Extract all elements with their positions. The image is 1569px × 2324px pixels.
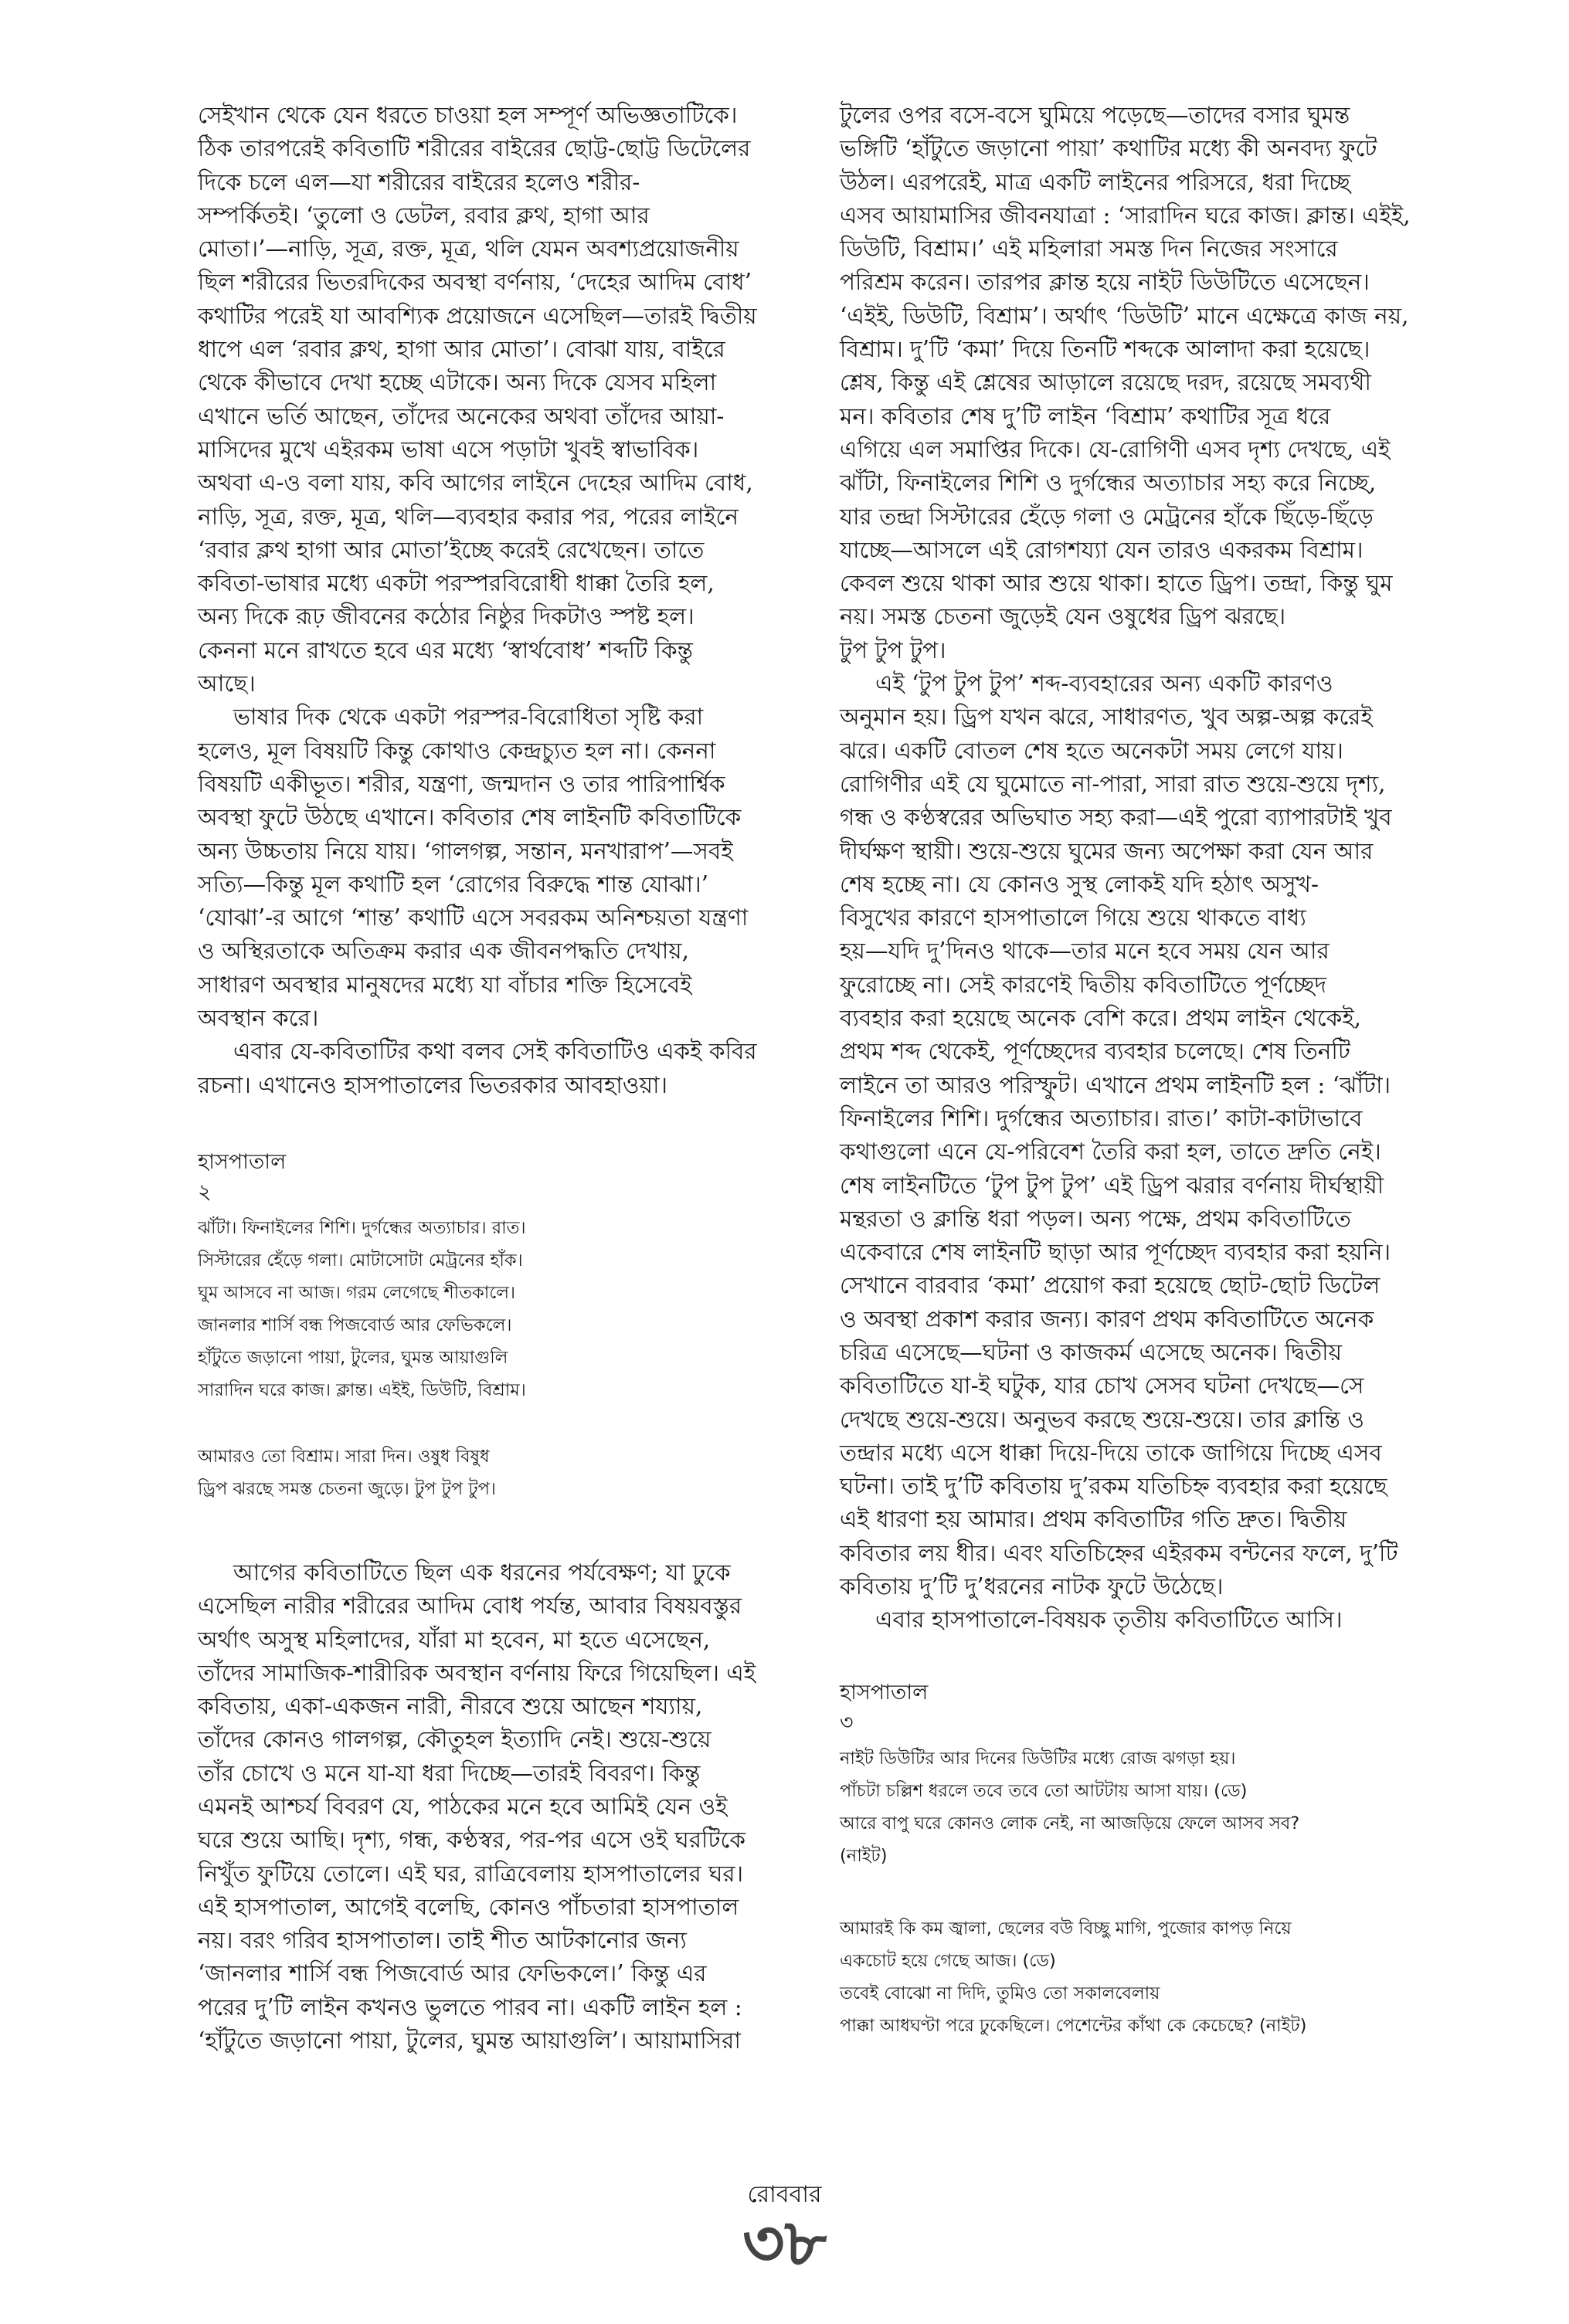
text-line: মাসিদের মুখে এইরকম ভাষা এসে পড়াটা খুবই স্বাভাবিক। [198, 436, 699, 463]
text-line: অবস্থান করে। [198, 1005, 319, 1032]
text-line: তন্দ্রার মধ্যে এসে ধাক্কা দিয়ে-দিয়ে তাকে জাগিয়ে দিচ্ছে এসব [840, 1439, 1382, 1466]
poem-line: একচোট হয়ে গেছে আজ। (ডে) [840, 1950, 1056, 1971]
article-paragraph-4 [198, 1556, 808, 2058]
text-line: বিসুখের কারণে হাসপাতালে গিয়ে শুয়ে থাকতে বাধ্য [840, 904, 1306, 931]
text-line: হয়—যদি দু’দিনও থাকে—তার মনে হবে সময় যেন আর [840, 938, 1330, 965]
text-line: কথাটির পরেই যা আবশ্যিক প্রয়োজনে এসেছিল—তারই দ্বিতীয় [198, 302, 757, 329]
text-line: লাইনে তা আরও পরিস্ফুট। এখানে প্রথম লাইনটি হল : ‘ঝাঁটা। [840, 1071, 1391, 1098]
text-line: এসব আয়ামাসির জীবনযাত্রা : ‘সারাদিন ঘরে কাজ। ক্লান্ত। এইই, [840, 202, 1411, 229]
poem-number: ৩ [840, 1710, 854, 1735]
poem-2 [198, 1147, 808, 1505]
text-line: টুপ টুপ টুপ। [840, 636, 946, 663]
text-line: দীর্ঘক্ষণ স্থায়ী। শুয়ে-শুয়ে ঘুমের জন্য অপেক্ষা করা যেন আর [840, 837, 1374, 864]
poem-line: হাঁটুতে জড়ানো পায়া, টুলের, ঘুমন্ত আয়াগুলি [198, 1347, 508, 1368]
article-paragraph-2 [198, 701, 808, 1035]
text-line: নয়। সমস্ত চেতনা জুড়েই যেন ওষুধের ড্রিপ ঝরছে। [840, 603, 1286, 630]
article-paragraph-7 [840, 1603, 1450, 1637]
text-line: দিকে চলে এল—যা শরীরের বাইরের হলেও শরীর- [198, 168, 640, 195]
text-line: কবিতাটিতে যা-ই ঘটুক, যার চোখ সেসব ঘটনা দেখছে—সে [840, 1372, 1364, 1399]
text-line: ‘এইই, ডিউটি, বিশ্রাম’। অর্থাৎ ‘ডিউটি’ মানে এক্ষেত্রে কাজ নয়, [840, 302, 1409, 329]
text-line: রচনা। এখানেও হাসপাতালের ভিতরকার আবহাওয়া। [198, 1071, 668, 1098]
poem-line: আরে বাপু ঘরে কোনও লোক নেই, না আজড়িয়ে ফেলে আসব সব? [840, 1813, 1300, 1834]
text-line: টুলের ওপর বসে-বসে ঘুমিয়ে পড়েছে—তাদের বসার ঘুমন্ত [840, 102, 1350, 128]
poem-line: জানলার শার্সি বন্ধ পিজবোর্ড আর ফেভিকলে। [198, 1315, 512, 1335]
right-column [840, 99, 1450, 2042]
text-line: অনুমান হয়। ড্রিপ যখন ঝরে, সাধারণত, খুব অল্প-অল্প করেই [840, 704, 1373, 731]
text-line: যার তন্দ্রা সিস্টারের হেঁড়ে গলা ও মেট্রনের হাঁকে ছিঁড়ে-ছিঁড়ে [840, 503, 1374, 530]
text-line: হলেও, মূল বিষয়টি কিন্তু কোথাও কেন্দ্রচ্যুত হল না। কেননা [198, 737, 716, 764]
article-paragraph-6 [840, 667, 1450, 1603]
poem-line: সারাদিন ঘরে কাজ। ক্লান্ত। এইই, ডিউটি, বিশ্রাম। [198, 1379, 526, 1400]
text-line: উঠল। এরপরেই, মাত্র একটি লাইনের পরিসরে, ধরা দিচ্ছে [840, 168, 1350, 195]
text-line: এই হাসপাতাল, আগেই বলেছি, কোনও পাঁচতারা হাসপাতাল [198, 1893, 739, 1920]
poem-stanza-1 [198, 1212, 808, 1406]
poem-stanza-1 [840, 1742, 1450, 1872]
text-line: ধাপে এল ‘রবার ক্লথ, হাগা আর মোতা’। বোঝা যায়, বাইরে [198, 336, 725, 363]
text-line: ‘রবার ক্লথ হাগা আর মোতা’ইচ্ছে করেই রেখেছেন। তাতে [198, 536, 705, 563]
poem-stanza-2 [198, 1440, 808, 1505]
text-line: এসেছিল নারীর শরীরের আদিম বোধ পর্যন্ত, আবার বিষয়বস্তুর [198, 1593, 742, 1620]
article-paragraph-1 [198, 99, 808, 701]
text-line: প্রথম শব্দ থেকেই, পূর্ণচ্ছেদের ব্যবহার চলেছে। শেষ তিনটি [840, 1038, 1350, 1065]
text-line: অথবা এ-ও বলা যায়, কবি আগের লাইনে দেহের আদিম বোধ, [198, 470, 753, 497]
text-line: ঝরে। একটি বোতল শেষ হতে অনেকটা সময় লেগে যায়। [840, 737, 1343, 764]
text-line: ভঙ্গিটি ‘হাঁটুতে জড়ানো পায়া’ কথাটির মধ্যে কী অনবদ্য ফুটে [840, 135, 1377, 162]
text-line: কবিতায়, একা-একজন নারী, নীরবে শুয়ে আছেন শয্যায়, [198, 1693, 703, 1720]
text-line: দেখছে শুয়ে-শুয়ে। অনুভব করছে শুয়ে-শুয়ে। তার ক্লান্তি ও [840, 1406, 1364, 1433]
text-line: কথাগুলো এনে যে-পরিবেশ তৈরি করা হল, তাতে দ্রুতি নেই। [840, 1138, 1381, 1165]
text-line: ‘হাঁটুতে জড়ানো পায়া, টুলের, ঘুমন্ত আয়াগুলি’। আয়ামাসিরা [198, 2027, 741, 2054]
text-line: কবিতার লয় ধীর। এবং যতিচিহ্নের এইরকম বন্টনের ফলে, দু’টি [840, 1539, 1398, 1566]
poem-line: (নাইট) [840, 1845, 888, 1866]
poem-line: পাঁচটা চল্লিশ ধরলে তবে তবে তো আটটায় আসা যায়। (ডে) [840, 1780, 1248, 1801]
poem-line: আমারও তো বিশ্রাম। সারা দিন। ওষুধ বিষুধ [198, 1446, 490, 1467]
text-line: ছিল শরীরের ভিতরদিকের অবস্থা বর্ণনায়, ‘দেহের আদিম বোধ’ [198, 269, 752, 296]
text-line: এখানে ভর্তি আছেন, তাঁদের অনেকের অথবা তাঁদের আয়া- [198, 402, 725, 429]
text-line: সেইখান থেকে যেন ধরতে চাওয়া হল সম্পূর্ণ অভিজ্ঞতাটিকে। [198, 102, 738, 128]
text-line: এই ‘টুপ টুপ টুপ’ শব্দ-ব্যবহারের অন্য একটি কারণও [875, 670, 1333, 697]
text-line: ও অস্থিরতাকে অতিক্রম করার এক জীবনপদ্ধতি দেখায়, [198, 938, 690, 965]
page-footer [0, 2180, 1569, 2281]
poem-3 [840, 1678, 1450, 2042]
text-line: গন্ধ ও কণ্ঠস্বরের অভিঘাত সহ্য করা—এই পুরো ব্যাপারটাই খুব [840, 804, 1392, 831]
text-line: মন। কবিতার শেষ দু’টি লাইন ‘বিশ্রাম’ কথাটির সূত্র ধরে [840, 402, 1331, 429]
text-line: এই ধারণা হয় আমার। প্রথম কবিতাটির গতি দ্রুত। দ্বিতীয় [840, 1506, 1347, 1533]
poem-line: ঘুম আসবে না আজ। গরম লেগেছে শীতকালে। [198, 1282, 516, 1303]
text-line: অন্য দিকে রূঢ় জীবনের কঠোর নিষ্ঠুর দিকটাও স্পষ্ট হল। [198, 603, 695, 630]
text-line: তাঁদের সামাজিক-শারীরিক অবস্থান বর্ণনায় ফিরে গিয়েছিল। এই [198, 1659, 756, 1686]
article-paragraph-3 [198, 1035, 808, 1102]
poem-line: তবেই বোঝো না দিদি, তুমিও তো সকালবেলায় [840, 1983, 1160, 2003]
text-line: বিষয়টি একীভূত। শরীর, যন্ত্রণা, জন্মদান ও তার পারিপার্শ্বিক [198, 770, 725, 797]
text-line: ফিনাইলের শিশি। দুর্গন্ধের অত্যাচার। রাত।’ কাটা-কাটাভাবে [840, 1104, 1363, 1131]
text-line: এগিয়ে এল সমাপ্তির দিকে। যে-রোগিণী এসব দৃশ্য দেখছে, এই [840, 436, 1391, 463]
text-line: নাড়ি, সূত্র, রক্ত, মূত্র, থলি—ব্যবহার করার পর, পরের লাইনে [198, 503, 739, 530]
text-line: থেকে কীভাবে দেখা হচ্ছে এটাকে। অন্য দিকে যেসব মহিলা [198, 369, 717, 396]
text-line: শ্লেষ, কিন্তু এই শ্লেষের আড়ালে রয়েছে দরদ, রয়েছে সমব্যথী [840, 369, 1371, 396]
poem-number: ২ [198, 1179, 212, 1204]
text-line: কেননা মনে রাখতে হবে এর মধ্যে ‘স্বার্থবোধ’ শব্দটি কিন্তু [198, 636, 693, 663]
text-line: শেষ লাইনটিতে ‘টুপ টুপ টুপ’ এই ড্রিপ ঝরার বর্ণনায় দীর্ঘস্থায়ী [840, 1172, 1384, 1199]
text-line: শেষ হচ্ছে না। যে কোনও সুস্থ লোকই যদি হঠাৎ অসুখ- [840, 870, 1319, 897]
text-line: রোগিণীর এই যে ঘুমোতে না-পারা, সারা রাত শুয়ে-শুয়ে দৃশ্য, [840, 770, 1386, 797]
text-line: পরিশ্রম করেন। তারপর ক্লান্ত হয়ে নাইট ডিউটিতে এসেছেন। [840, 269, 1370, 296]
article-paragraph-5 [840, 99, 1450, 667]
text-line: তাঁদের কোনও গালগল্প, কৌতুহল ইত্যাদি নেই। শুয়ে-শুয়ে [198, 1726, 711, 1753]
text-line: ‘জানলার শার্সি বন্ধ পিজবোর্ড আর ফেভিকলে।’ কিন্তু এর [198, 1960, 707, 1987]
text-line: এবার হাসপাতালে-বিষয়ক তৃতীয় কবিতাটিতে আসি। [875, 1606, 1343, 1634]
text-line: বিশ্রাম। দু’টি ‘কমা’ দিয়ে তিনটি শব্দকে আলাদা করা হয়েছে। [840, 336, 1370, 363]
text-line: তাঁর চোখে ও মনে যা-যা ধরা দিচ্ছে—তারই বিবরণ। কিন্তু [198, 1759, 701, 1786]
text-line: ঘটনা। তাই দু’টি কবিতায় দু’রকম যতিচিহ্ন ব্যবহার করা হয়েছে [840, 1473, 1387, 1500]
text-line: আছে। [198, 670, 256, 697]
text-line: আগের কবিতাটিতে ছিল এক ধরনের পর্যবেক্ষণ; যা ঢুকে [233, 1559, 731, 1586]
text-line: ঠিক তারপরেই কবিতাটি শরীরের বাইরের ছোট্ট-ছোট্ট ডিটেলের [198, 135, 751, 162]
poem-line: নাইট ডিউটির আর দিনের ডিউটির মধ্যে রোজ ঝগড়া হয়। [840, 1748, 1236, 1769]
text-line: ডিউটি, বিশ্রাম।’ এই মহিলারা সমস্ত দিন নিজের সংসারে [840, 236, 1338, 263]
text-line: কবিতা-ভাষার মধ্যে একটা পরস্পরবিরোধী ধাক্কা তৈরি হল, [198, 570, 715, 597]
text-line: এবার যে-কবিতাটির কথা বলব সেই কবিতাটিও একই কবির [233, 1038, 757, 1065]
text-line: সম্পর্কিতই। ‘তুলো ও ডেটল, রবার ক্লথ, হাগা আর [198, 202, 650, 229]
text-line: অন্য উচ্চতায় নিয়ে যায়। ‘গালগল্প, সন্তান, মনখারাপ’—সবই [198, 837, 733, 864]
left-column [198, 99, 808, 2058]
text-line: কবিতায় দু’টি দু’ধরনের নাটক ফুটে উঠেছে। [840, 1573, 1224, 1600]
text-line: নয়। বরং গরিব হাসপাতাল। তাই শীত আটকানোর জন্য [198, 1927, 687, 1954]
text-line: ও অবস্থা প্রকাশ করার জন্য। কারণ প্রথম কবিতাটিতে অনেক [840, 1305, 1374, 1332]
text-line: ভাষার দিক থেকে একটা পরস্পর-বিরোধিতা সৃষ্টি করা [233, 704, 704, 731]
poem-line: ড্রিপ ঝরছে সমস্ত চেতনা জুড়ে। টুপ টুপ টুপ। [198, 1478, 496, 1499]
poem-title: হাসপাতাল [198, 1149, 287, 1174]
poem-title: হাসপাতাল [840, 1680, 929, 1705]
poem-line: পাক্কা আধঘণ্টা পরে ঢুকেছিলে। পেশেন্টের কাঁথা কে কেচেছে? (নাইট) [840, 2015, 1307, 2036]
poem-line: আমারই কি কম জ্বালা, ছেলের বউ বিচ্ছু মাগি, পুজোর কাপড় নিয়ে [840, 1918, 1292, 1939]
poem-stanza-2 [840, 1912, 1450, 2042]
text-line: যাচ্ছে—আসলে এই রোগশয্যা যেন তারও একরকম বিশ্রাম। [840, 536, 1364, 563]
text-line: সেখানে বারবার ‘কমা’ প্রয়োগ করা হয়েছে ছোট-ছোট ডিটেল [840, 1272, 1381, 1299]
page-number: ৩৮ [742, 2205, 827, 2281]
text-line: নিখুঁত ফুটিয়ে তোলে। এই ঘর, রাত্রিবেলায় হাসপাতালের ঘর। [198, 1860, 744, 1887]
text-line: পরের দু’টি লাইন কখনও ভুলতে পারব না। একটি লাইন হল : [198, 1993, 742, 2020]
magazine-name: রোববার [747, 2181, 822, 2208]
text-line: মন্থরতা ও ক্লান্তি ধরা পড়ল। অন্য পক্ষে, প্রথম কবিতাটিতে [840, 1205, 1351, 1232]
text-line: ‘যোঝা’-র আগে ‘শান্ত’ কথাটি এসে সবরকম অনিশ্চয়তা যন্ত্রণা [198, 904, 749, 931]
text-line: সাধারণ অবস্থার মানুষদের মধ্যে যা বাঁচার শক্তি হিসেবেই [198, 971, 692, 998]
text-line: মোতা।’—নাড়ি, সূত্র, রক্ত, মূত্র, থলি যেমন অবশ্যপ্রয়োজনীয় [198, 236, 739, 263]
text-line: সত্যি—কিন্তু মূল কথাটি হল ‘রোগের বিরুদ্ধে শান্ত যোঝা।’ [198, 870, 709, 897]
text-line: অর্থাৎ অসুস্থ মহিলাদের, যাঁরা মা হবেন, মা হতে এসেছেন, [198, 1626, 711, 1653]
text-line: ঘরে শুয়ে আছি। দৃশ্য, গন্ধ, কণ্ঠস্বর, পর-পর এসে ওই ঘরটিকে [198, 1827, 745, 1854]
poem-line: সিস্টারের হেঁড়ে গলা। মোটাসোটা মেট্রনের হাঁক। [198, 1250, 523, 1271]
text-line: ঝাঁটা, ফিনাইলের শিশি ও দুর্গন্ধের অত্যাচার সহ্য করে নিচ্ছে, [840, 470, 1377, 497]
text-line: একেবারে শেষ লাইনটি ছাড়া আর পূর্ণচ্ছেদ ব্যবহার করা হয়নি। [840, 1239, 1391, 1266]
text-line: চরিত্র এসেছে—ঘটনা ও কাজকর্ম এসেছে অনেক। দ্বিতীয় [840, 1338, 1342, 1366]
text-line: অবস্থা ফুটে উঠছে এখানে। কবিতার শেষ লাইনটি কবিতাটিকে [198, 804, 742, 831]
text-line: ফুরোচ্ছে না। সেই কারণেই দ্বিতীয় কবিতাটিতে পূর্ণচ্ছেদ [840, 971, 1326, 998]
text-line: কেবল শুয়ে থাকা আর শুয়ে থাকা। হাতে ড্রিপ। তন্দ্রা, কিন্তু ঘুম [840, 570, 1393, 597]
poem-line: ঝাঁটা। ফিনাইলের শিশি। দুর্গন্ধের অত্যাচার। রাত। [198, 1217, 526, 1238]
text-line: এমনই আশ্চর্য বিবরণ যে, পাঠকের মনে হবে আমিই যেন ওই [198, 1793, 728, 1820]
text-line: ব্যবহার করা হয়েছে অনেক বেশি করে। প্রথম লাইন থেকেই, [840, 1005, 1362, 1032]
